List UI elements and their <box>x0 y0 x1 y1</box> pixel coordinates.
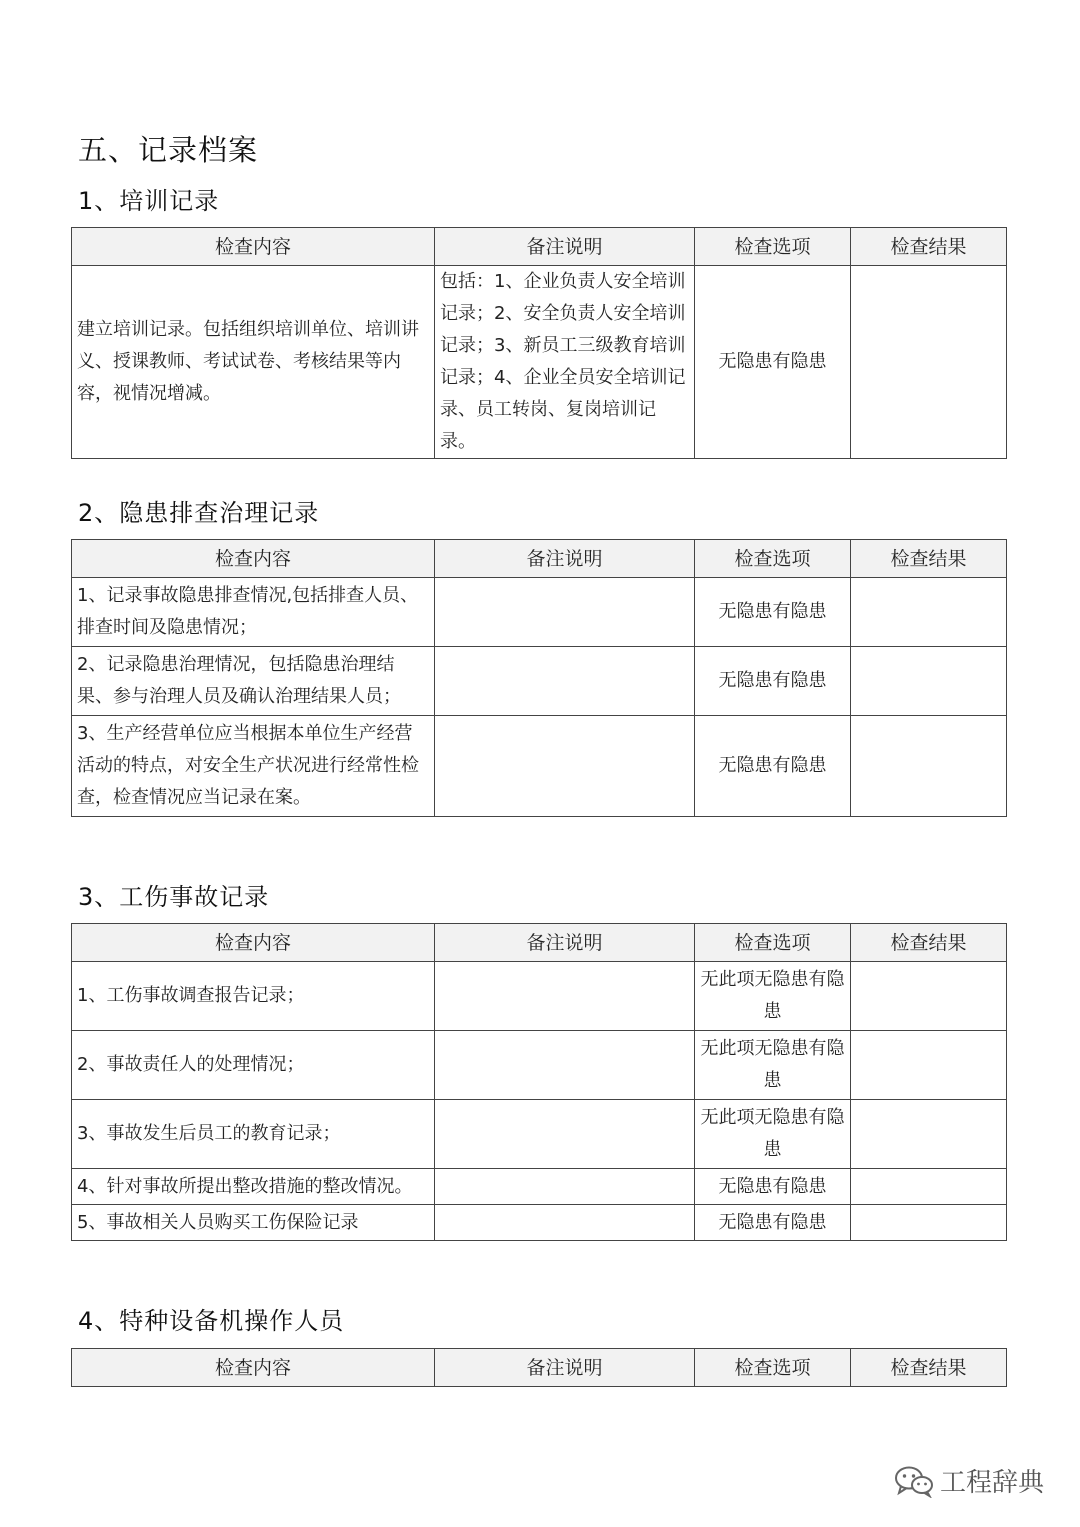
wechat-icon <box>894 1464 934 1498</box>
header-result: 检查结果 <box>851 540 1007 578</box>
table-row <box>72 1100 1007 1169</box>
cell-note <box>435 1031 695 1100</box>
header-option: 检查选项 <box>695 540 851 578</box>
cell-content: 5、事故相关人员购买工伤保险记录 <box>72 1205 435 1241</box>
cell-note <box>435 647 695 716</box>
cell-note <box>435 962 695 1031</box>
header-note: 备注说明 <box>435 924 695 962</box>
section-heading: 1、培训记录 <box>78 187 220 215</box>
cell-result <box>851 266 1007 459</box>
header-option: 检查选项 <box>695 228 851 266</box>
header-option: 检查选项 <box>695 1349 851 1387</box>
watermark <box>894 1462 1044 1499</box>
table-header-row <box>72 540 1007 578</box>
cell-option: 无隐患有隐患 <box>695 578 851 647</box>
table-header-row <box>72 228 1007 266</box>
table-row <box>72 266 1007 459</box>
cell-content: 建立培训记录。包括组织培训单位、培训讲义、授课教师、考试试卷、考核结果等内容，视情况增减。 <box>72 266 435 459</box>
cell-option: 无此项无隐患有隐患 <box>695 962 851 1031</box>
check-table <box>71 923 1007 1241</box>
cell-result <box>851 578 1007 647</box>
header-result: 检查结果 <box>851 228 1007 266</box>
cell-result <box>851 1031 1007 1100</box>
cell-option: 无隐患有隐患 <box>695 716 851 817</box>
header-note: 备注说明 <box>435 540 695 578</box>
header-content: 检查内容 <box>72 540 435 578</box>
cell-content: 4、针对事故所提出整改措施的整改情况。 <box>72 1169 435 1205</box>
cell-note <box>435 716 695 817</box>
cell-note <box>435 1169 695 1205</box>
cell-content: 1、记录事故隐患排查情况,包括排查人员、排查时间及隐患情况； <box>72 578 435 647</box>
cell-note: 包括：1、企业负责人安全培训记录；2、安全负责人安全培训记录；3、新员工三级教育培训记录；4、企业全员安全培训记录、员工转岗、复岗培训记录。 <box>435 266 695 459</box>
cell-content: 2、事故责任人的处理情况； <box>72 1031 435 1100</box>
table-row <box>72 1031 1007 1100</box>
watermark-text: 工程辞典 <box>939 1468 1044 1498</box>
cell-option: 无隐患有隐患 <box>695 647 851 716</box>
table-row <box>72 962 1007 1031</box>
check-table <box>71 227 1007 459</box>
header-result: 检查结果 <box>851 924 1007 962</box>
section-heading: 3、工伤事故记录 <box>78 883 270 911</box>
page-title: 五、记录档案 <box>78 133 259 167</box>
table-row <box>72 1205 1007 1241</box>
cell-result <box>851 1100 1007 1169</box>
cell-result <box>851 1205 1007 1241</box>
cell-content: 1、工伤事故调查报告记录； <box>72 962 435 1031</box>
cell-content: 3、事故发生后员工的教育记录； <box>72 1100 435 1169</box>
header-content: 检查内容 <box>72 1349 435 1387</box>
header-content: 检查内容 <box>72 924 435 962</box>
table-row <box>72 1169 1007 1205</box>
cell-content: 2、记录隐患治理情况，包括隐患治理结果、参与治理人员及确认治理结果人员； <box>72 647 435 716</box>
cell-content: 3、生产经营单位应当根据本单位生产经营活动的特点，对安全生产状况进行经常性检查，检查情况应当记录在案。 <box>72 716 435 817</box>
header-option: 检查选项 <box>695 924 851 962</box>
cell-result <box>851 962 1007 1031</box>
header-content: 检查内容 <box>72 228 435 266</box>
header-note: 备注说明 <box>435 1349 695 1387</box>
check-table <box>71 1348 1007 1387</box>
cell-option: 无隐患有隐患 <box>695 1205 851 1241</box>
table-row <box>72 647 1007 716</box>
cell-result <box>851 716 1007 817</box>
table-header-row <box>72 924 1007 962</box>
cell-option: 无隐患有隐患 <box>695 266 851 459</box>
table-row <box>72 578 1007 647</box>
cell-note <box>435 1205 695 1241</box>
cell-option: 无隐患有隐患 <box>695 1169 851 1205</box>
header-note: 备注说明 <box>435 228 695 266</box>
table-row <box>72 716 1007 817</box>
header-result: 检查结果 <box>851 1349 1007 1387</box>
cell-note <box>435 1100 695 1169</box>
cell-option: 无此项无隐患有隐患 <box>695 1031 851 1100</box>
section-heading: 2、隐患排查治理记录 <box>78 499 320 527</box>
check-table <box>71 539 1007 817</box>
cell-result <box>851 1169 1007 1205</box>
section-heading: 4、特种设备机操作人员 <box>78 1307 345 1335</box>
table-header-row <box>72 1349 1007 1387</box>
cell-result <box>851 647 1007 716</box>
cell-note <box>435 578 695 647</box>
cell-option: 无此项无隐患有隐患 <box>695 1100 851 1169</box>
